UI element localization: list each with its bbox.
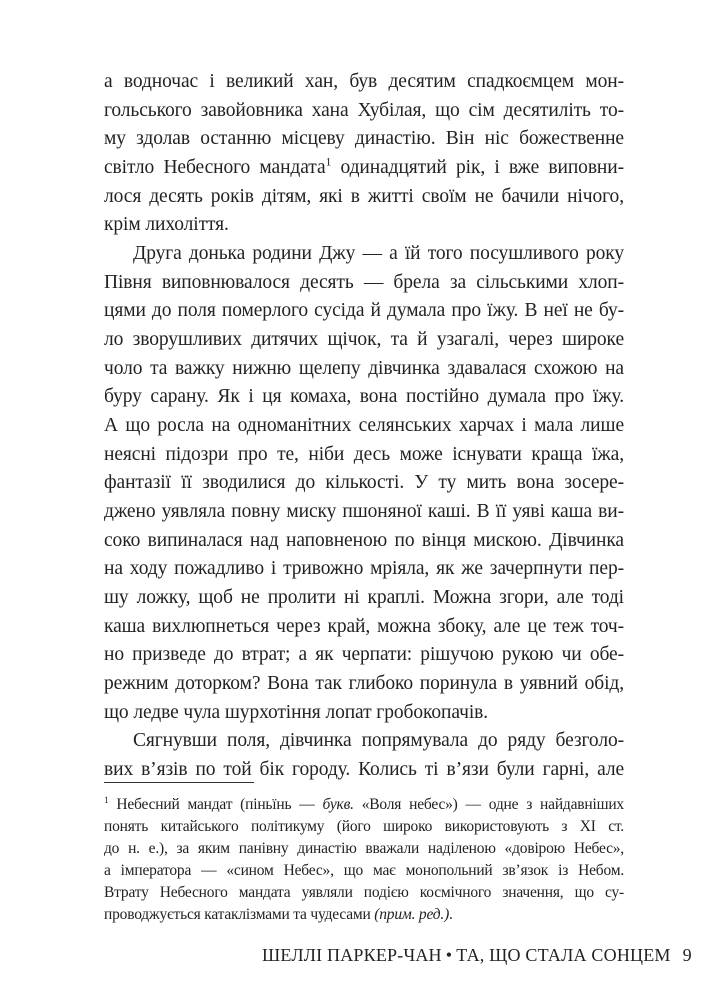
text-fragment: понять китайського політикуму (його широко використовують з XI ст. bbox=[104, 818, 624, 835]
text-line: но призведе до втрат; а як черпати: рішучою рукою чи обе- bbox=[104, 644, 624, 665]
text-line: Сягнувши поля, дівчинка попрямувала до ряду безголо- bbox=[133, 730, 624, 751]
text-fragment: . bbox=[449, 906, 453, 923]
text-line: режним доторком? Вона так глибоко поринула в уявний обід, bbox=[104, 673, 624, 694]
text-line: соко випиналася над наповненою по вінця мискою. Дівчинка bbox=[104, 530, 624, 551]
text-line: неясні підозри про те, ніби десь може існувати краща їжа, bbox=[104, 444, 624, 465]
text-fragment: Втрату Небесного мандата уявляли подією космічного значення, що су- bbox=[104, 884, 624, 901]
running-footer bbox=[262, 945, 692, 965]
footnote-reference: 1 bbox=[325, 155, 332, 169]
text-line: цями до поля померлого сусіда й думала про їжу. В неї не бу- bbox=[104, 300, 624, 321]
running-head-author: ШЕЛЛІ ПАРКЕР-ЧАН bbox=[262, 945, 442, 965]
footnote-marker: 1 bbox=[104, 795, 109, 806]
text-line bbox=[104, 155, 624, 178]
footnote-line bbox=[104, 841, 624, 857]
text-line: шу ложку, щоб не пролити ні краплі. Можна згори, але тоді bbox=[104, 587, 624, 608]
footnote-line bbox=[104, 885, 624, 901]
separator-dot: • bbox=[445, 945, 453, 965]
text-fragment: а імператора — «сином Небес», що має монопольний зв’язок із Небом. bbox=[104, 862, 624, 879]
text-line: а водночас і великий хан, був десятим спадкоємцем мон- bbox=[104, 71, 624, 92]
text-fragment: світло Небесного мандата bbox=[104, 157, 326, 178]
text-fragment: «Воля небес») — одне з найдавніших bbox=[353, 796, 624, 813]
footnote-line bbox=[104, 797, 624, 813]
text-line: Півня виповнювалося десять — брела за сільськими хлоп- bbox=[104, 272, 624, 293]
text-line: джено уявляла повну миску пшоняної каші. В її уяві каша ви- bbox=[104, 501, 624, 522]
text-line: Друга донька родини Джу — а їй того посушливого року bbox=[133, 243, 624, 264]
text-line: каша вихлюпнеться через край, можна збоку, але це теж точ- bbox=[104, 616, 624, 637]
footnote-rule bbox=[104, 782, 254, 783]
text-line: гольського завойовника хана Хубілая, що сім десятиліть то- bbox=[104, 100, 624, 121]
text-fragment: до н. е.), за яким панівну династію вважали наділеною «довірою Небес», bbox=[104, 840, 624, 857]
text-line: лося десять років дітям, які в житті своїм не бачили нічого, bbox=[104, 186, 624, 207]
running-head-title: ТА, ЩО СТАЛА СОНЦЕМ bbox=[456, 945, 671, 965]
text-fragment: одинадцятий рік, і вже виповни- bbox=[331, 157, 624, 178]
text-fragment: букв. bbox=[322, 796, 354, 813]
text-line: фантазії її зводилися до кількості. У ту мить вона зосере- bbox=[104, 472, 624, 493]
text-line: вих в’язів по той бік городу. Колись ті в’язи були гарні, але bbox=[104, 759, 624, 780]
footnote-line bbox=[104, 863, 624, 879]
text-line: му здолав останню місцеву династію. Він ніс божественне bbox=[104, 128, 624, 149]
text-fragment: (прим. ред.) bbox=[374, 906, 450, 923]
text-fragment: проводжується катаклізмами та чудесами bbox=[104, 906, 375, 923]
text-line: А що росла на одноманітних селянських харчах і мала лише bbox=[104, 415, 624, 436]
text-line: що ледве чула шурхотіння лопат гробокопачів. bbox=[104, 702, 489, 723]
text-line: чоло та важку нижню щелепу дівчинка здавалася схожою на bbox=[104, 358, 624, 379]
text-fragment: Небесний мандат (піньїнь — bbox=[108, 796, 323, 813]
footnote-line bbox=[104, 907, 624, 923]
text-line: на ходу пожадливо і тривожно мріяла, як же зачерпнути пер- bbox=[104, 558, 624, 579]
footnote-line bbox=[104, 819, 624, 835]
text-line: буру сарану. Як і ця комаха, вона постійно думала про їжу. bbox=[104, 386, 624, 407]
text-line: крім лихоліття. bbox=[104, 214, 229, 235]
text-line: ло зворушливих дитячих щічок, та й узагалі, через широке bbox=[104, 329, 624, 350]
page-number: 9 bbox=[682, 945, 692, 965]
